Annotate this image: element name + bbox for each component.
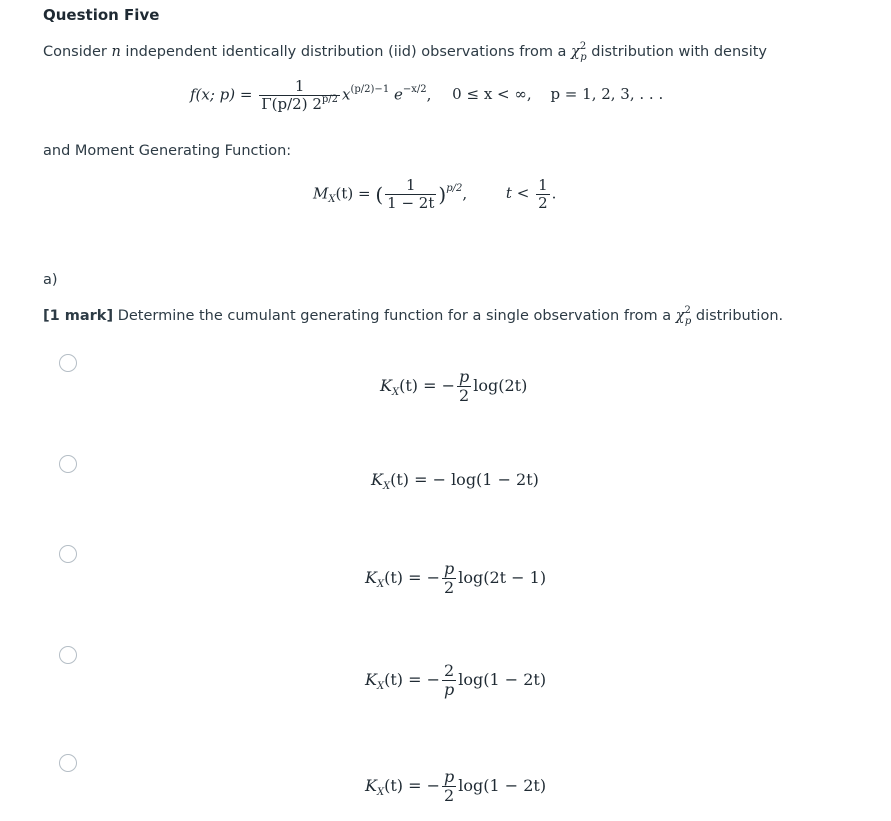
density-lhs: f(x; p) = bbox=[190, 85, 253, 104]
marks-label: [1 mark] bbox=[43, 308, 114, 324]
option-radio-e[interactable] bbox=[59, 754, 77, 772]
intro-text-pre: Consider bbox=[43, 44, 107, 60]
question-intro bbox=[43, 41, 768, 63]
option-radio-a[interactable] bbox=[59, 354, 77, 372]
density-formula: f(x; p) = $\frac{1}{\Gamma(p/2) 2^{p/2}}$ $x^{(p/2)-1}$ $e^{-x/2}$, 0 ≤ x < ∞, p = 1, 2, 3, . . . bbox=[190, 77, 664, 113]
intro-n: n bbox=[111, 44, 121, 60]
intro-text-post: distribution with density bbox=[591, 44, 768, 60]
density-params: p = 1, 2, 3, . . . bbox=[550, 85, 664, 104]
chi-square-symbol-2: $\chi^2_p$ bbox=[675, 305, 692, 327]
intro-text-mid: independent identically distribution (iid) observations from a bbox=[125, 44, 567, 60]
density-domain: 0 ≤ x < ∞, bbox=[452, 85, 532, 104]
mgf-formula: $M_X(t)$ = ( $\frac{1}{1 - 2t}$ )$^{p/2}$, t < $\frac{1}{2}$ . bbox=[313, 176, 557, 212]
mgf-condition: t < bbox=[505, 184, 530, 203]
option-c-formula: $K_X(t)$ = − $\frac{p}{2}$ log(2t − 1) bbox=[365, 559, 547, 597]
option-e-formula: $K_X(t)$ = − $\frac{p}{2}$ log(1 − 2t) bbox=[365, 767, 547, 805]
mgf-fraction: $\frac{1}{1 - 2t}$ bbox=[387, 176, 435, 212]
option-a-formula: $K_X(t)$ = − $\frac{p}{2}$ log(2t) bbox=[380, 367, 528, 405]
option-d-formula: $K_X(t)$ = − $\frac{2}{p}$ log(1 − 2t) bbox=[365, 661, 547, 699]
part-prompt: [1 mark] Determine the cumulant generating function for a single observation from a $\chi^2_p$ distribution. bbox=[43, 305, 784, 327]
chi-square-symbol: $\chi^2_p$ bbox=[571, 41, 587, 63]
option-b-formula: $K_X(t)$ = − log(1 − 2t) bbox=[371, 470, 539, 492]
mgf-label: and Moment Generating Function: bbox=[43, 143, 292, 159]
question-title: Question Five bbox=[43, 6, 160, 24]
option-radio-d[interactable] bbox=[59, 646, 77, 664]
option-radio-b[interactable] bbox=[59, 455, 77, 473]
option-radio-c[interactable] bbox=[59, 545, 77, 563]
density-fraction: $\frac{1}{\Gamma(p/2) 2^{p/2}}$ bbox=[261, 77, 339, 113]
part-label: a) bbox=[43, 272, 58, 288]
